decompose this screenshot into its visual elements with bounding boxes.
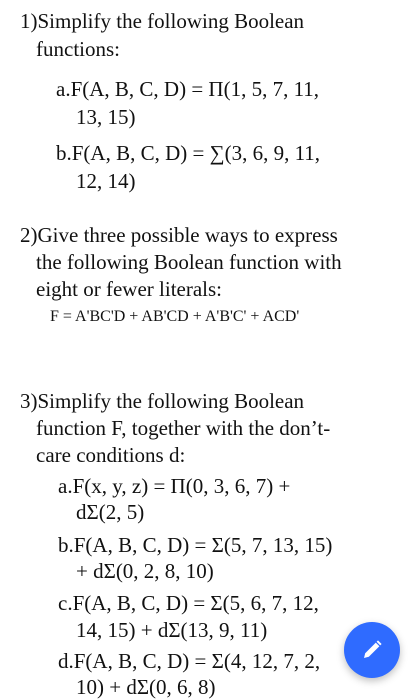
q1-part-b-line2: 12, 14)	[76, 169, 136, 193]
pencil-icon	[360, 638, 384, 662]
q1-part-a-line2: 13, 15)	[76, 105, 136, 129]
q3-heading-line3: care conditions d:	[36, 443, 186, 467]
q3-part-a-line1: a.F(x, y, z) = Π(0, 3, 6, 7) +	[58, 474, 291, 498]
edit-button[interactable]	[344, 622, 400, 678]
q3-part-c-line2: 14, 15) + dΣ(13, 9, 11)	[76, 618, 268, 642]
q3-heading-line1: 3)Simplify the following Boolean	[20, 389, 305, 413]
q2-heading-line2: the following Boolean function with	[36, 250, 342, 274]
q3-part-c-line1: c.F(A, B, C, D) = Σ(5, 6, 7, 12,	[58, 591, 319, 615]
q1-heading-line2: functions:	[36, 37, 120, 61]
q2-heading-line3: eight or fewer literals:	[36, 277, 223, 301]
q3-part-a-line2: dΣ(2, 5)	[76, 500, 145, 524]
q3-part-b-line2: + dΣ(0, 2, 8, 10)	[76, 559, 214, 583]
q1-part-a-line1: a.F(A, B, C, D) = Π(1, 5, 7, 11,	[56, 77, 320, 101]
q1-heading-line1: 1)Simplify the following Boolean	[20, 9, 305, 33]
q3-heading-line2: function F, together with the don’t-	[36, 416, 331, 440]
q3-part-d-line2: 10) + dΣ(0, 6, 8)	[76, 675, 216, 699]
q2-formula: F = A'BC'D + AB'CD + A'B'C' + ACD'	[50, 308, 300, 325]
q1-part-b-line1: b.F(A, B, C, D) = ∑(3, 6, 9, 11,	[56, 141, 321, 165]
q3-part-d-line1: d.F(A, B, C, D) = Σ(4, 12, 7, 2,	[58, 649, 321, 673]
q2-heading-line1: 2)Give three possible ways to express	[20, 223, 338, 247]
q3-part-b-line1: b.F(A, B, C, D) = Σ(5, 7, 13, 15)	[58, 533, 333, 557]
